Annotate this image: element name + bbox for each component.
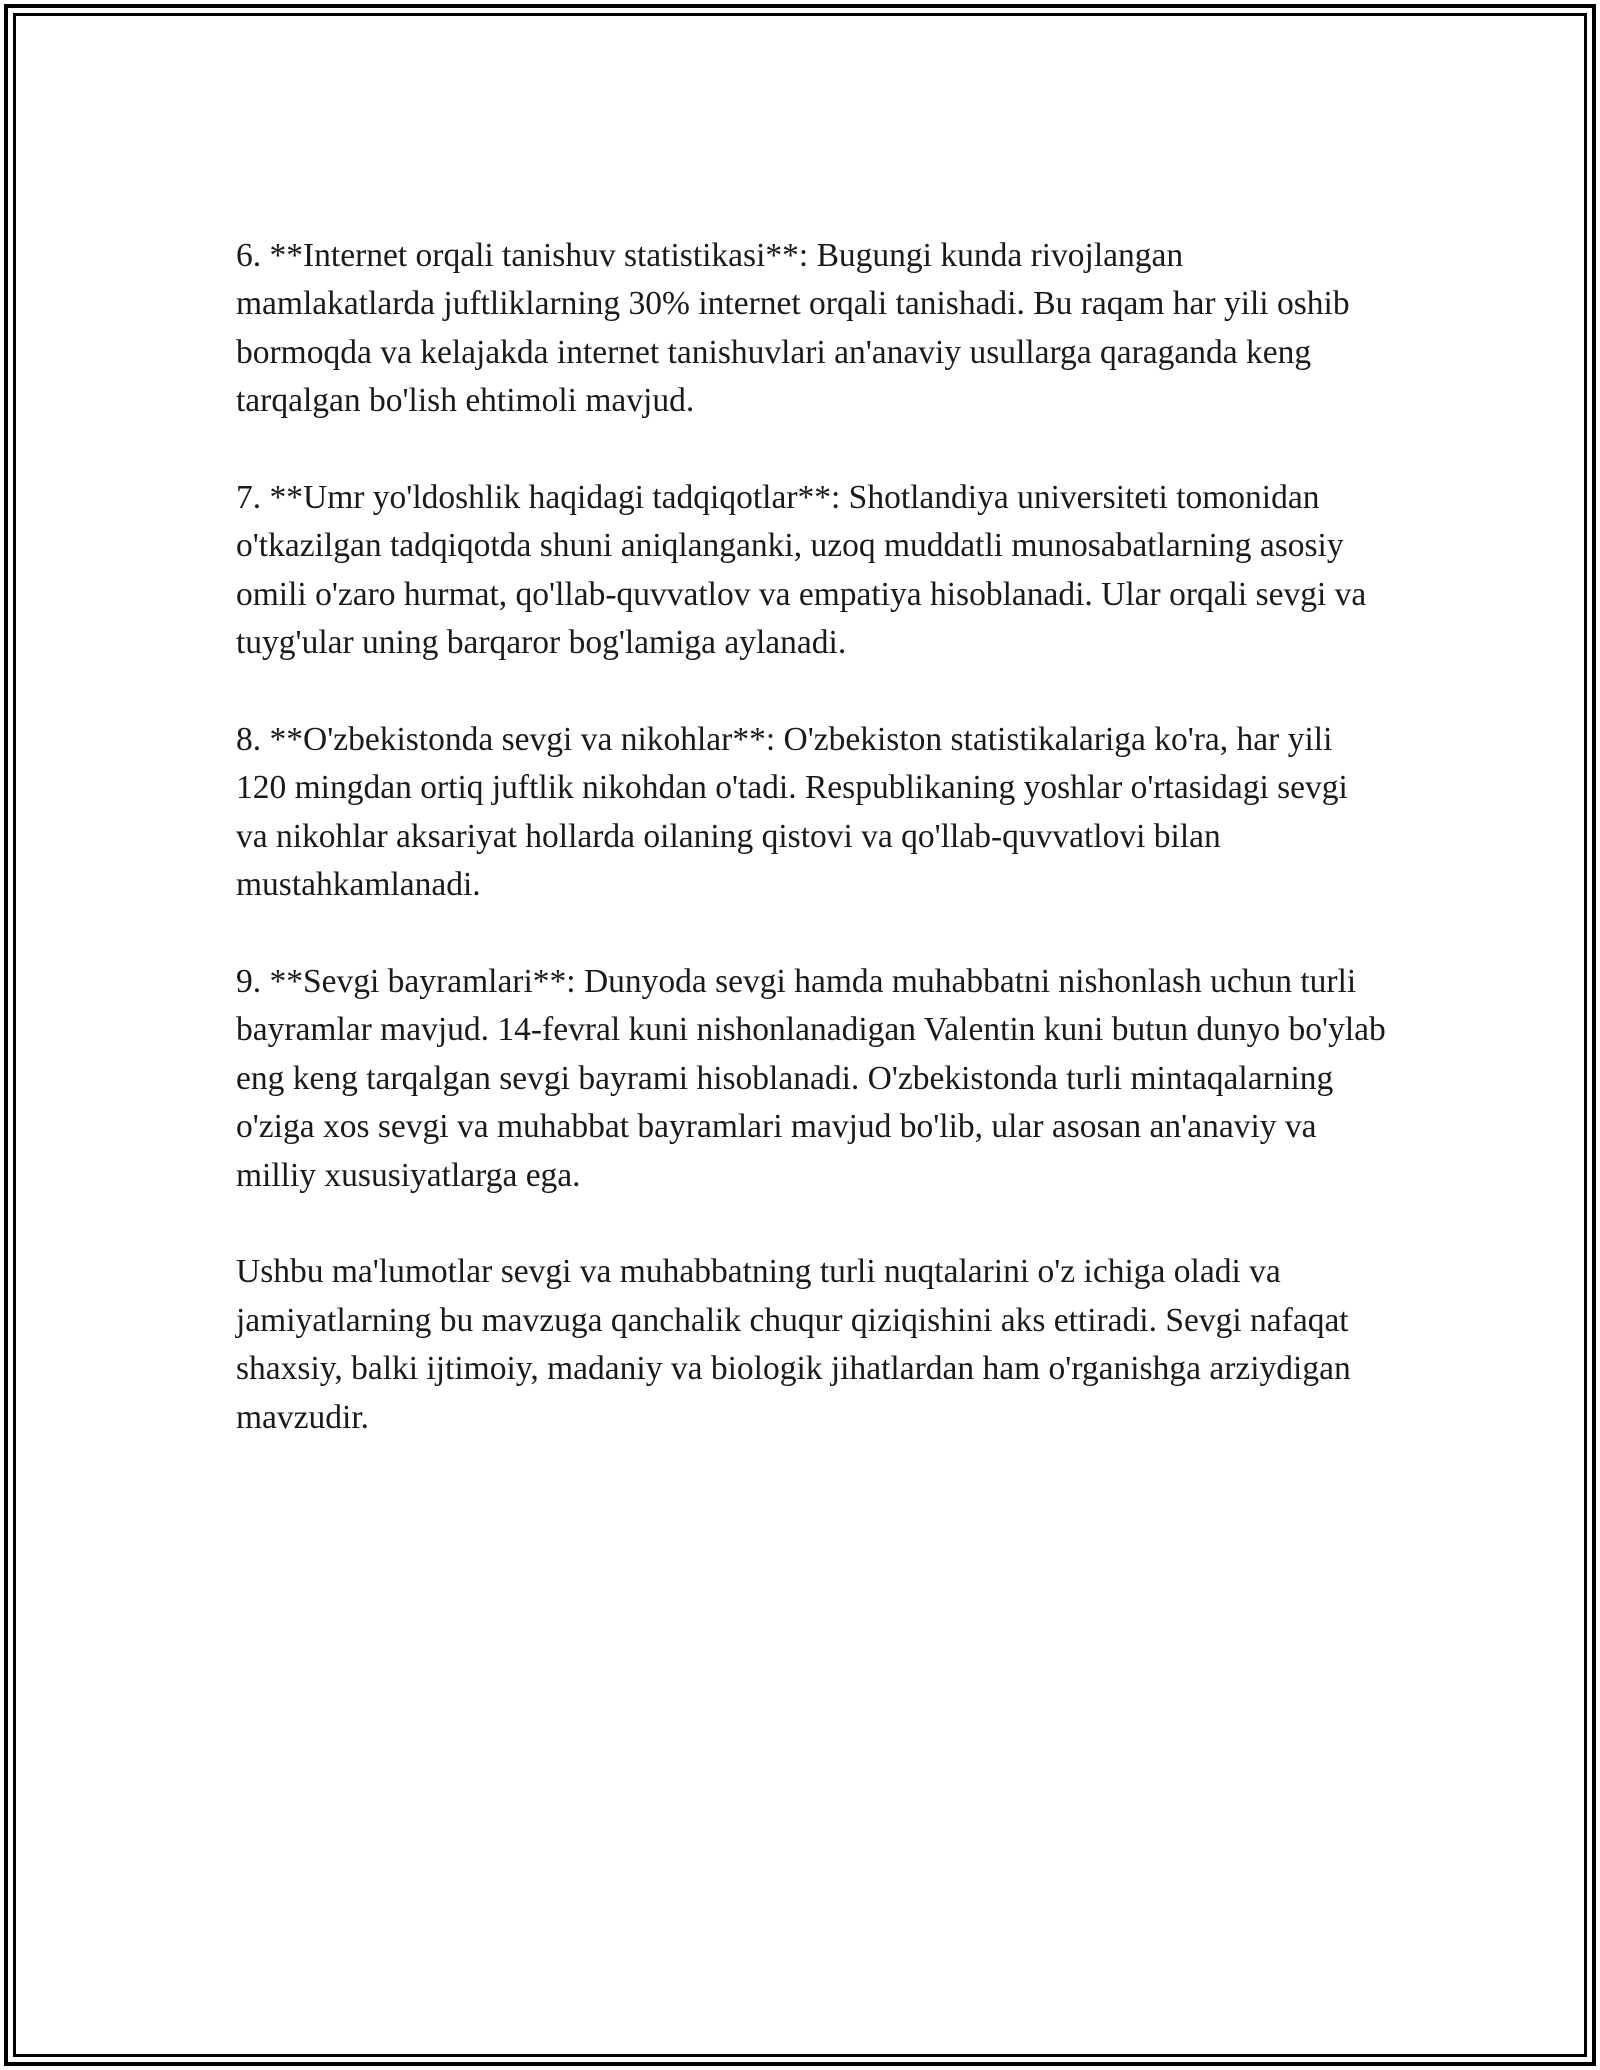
paragraph-uzbekistan-marriages: 8. **O'zbekistonda sevgi va nikohlar**: O'zbekiston statistikalariga ko'ra, har yili 120 mingdan ortiq juftlik nikohdan o'tadi. Respublikaning yoshlar o'rtasidagi sevgi va nikohlar aksariyat hollarda oilaning qistovi va qo'llab-quvvatlovi bilan mustahkamlanadi.: [236, 721, 1348, 904]
document-body: [236, 232, 1386, 1490]
paragraph-conclusion: Ushbu ma'lumotlar sevgi va muhabbatning turli nuqtalarini o'z ichiga oladi va jamiyatlarning bu mavzuga qanchalik chuqur qiziqishini aks ettiradi. Sevgi nafaqat shaxsiy, balki ijtimoiy, madaniy va biologik jihatlardan ham o'rganishga arziydigan mavzudir.: [236, 1253, 1351, 1436]
paragraph-marriage-research: 7. **Umr yo'ldoshlik haqidagi tadqiqotlar**: Shotlandiya universiteti tomonidan o'tkazilgan tadqiqotda shuni aniqlanganki, uzoq muddatli munosabatlarning asosiy omili o'zaro hurmat, qo'llab-quvvatlov va empatiya hisoblanadi. Ular orqali sevgi va tuyg'ular uning barqaror bog'lamiga aylanadi.: [236, 479, 1367, 662]
paragraph-internet-dating: 6. **Internet orqali tanishuv statistikasi**: Bugungi kunda rivojlangan mamlakatlarda juftliklarning 30% internet orqali tanishadi. Bu raqam har yili oshib bormoqda va kelajakda internet tanishuvlari an'anaviy usullarga qaraganda keng tarqalgan bo'lish ehtimoli mavjud.: [236, 237, 1350, 420]
paragraph-love-holidays: 9. **Sevgi bayramlari**: Dunyoda sevgi hamda muhabbatni nishonlash uchun turli bayramlar mavjud. 14-fevral kuni nishonlanadigan Valentin kuni butun dunyo bo'ylab eng keng tarqalgan sevgi bayrami hisoblanadi. O'zbekistonda turli mintaqalarning o'ziga xos sevgi va muhabbat bayramlari mavjud bo'lib, ular asosan an'anaviy va milliy xususiyatlarga ega.: [236, 963, 1386, 1194]
